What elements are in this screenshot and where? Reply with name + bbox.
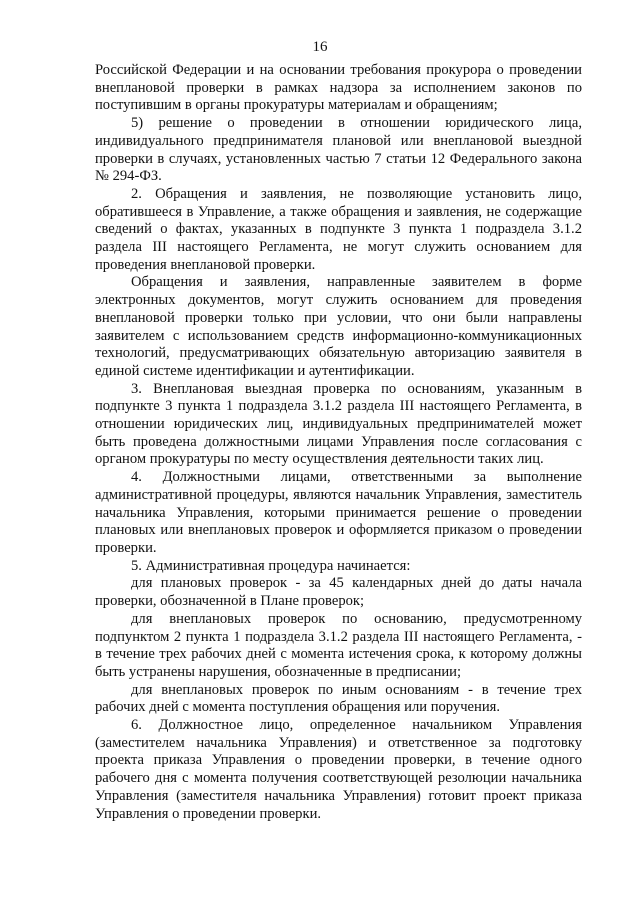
paragraph-intro-continuation: Российской Федерации и на основании требования прокурора о проведении внеплановой проверки в рамках надзора за исполнением законов по поступившим в органы прокуратуры материалам и обращениям; [95, 62, 582, 114]
paragraph-planned-checks: для плановых проверок - за 45 календарных дней до даты начала проверки, обозначенной в Плане проверок; [95, 575, 582, 610]
paragraph-item-5: 5) решение о проведении в отношении юридического лица, индивидуального предпринимателя плановой или внеплановой выездной проверки в случаях, установленных частью 7 статьи 12 Федерального закона № 294-ФЗ. [95, 115, 582, 185]
paragraph-clause-5: 5. Административная процедура начинается: [131, 557, 411, 574]
paragraph-electronic-documents: Обращения и заявления, направленные заявителем в форме электронных документов, могут служить основанием для проведения внеплановой проверки только при условии, что они были направлены заявителем с использованием средств информационно-коммуникационных технологий, предусматривающих обязательную авторизацию заявителя в единой системе идентификации и аутентификации. [95, 274, 582, 379]
paragraph-clause-3: 3. Внеплановая выездная проверка по основаниям, указанным в подпункте 3 пункта 1 подраздела 3.1.2 раздела III настоящего Регламента, в отношении юридических лиц, индивидуальных предпринимателей может быть проведена должностными лицами Управления после согласования с органом прокуратуры по месту осуществления деятельности таких лиц. [95, 380, 582, 468]
paragraph-unplanned-checks-order: для внеплановых проверок по основанию, предусмотренному подпунктом 2 пункта 1 подраздела 3.1.2 раздела III настоящего Регламента, - в течение трех рабочих дней с момента истечения срока, к которому должны быть устранены нарушения, обозначенные в предписании; [95, 610, 582, 680]
paragraph-clause-6: 6. Должностное лицо, определенное начальником Управления (заместителем начальника Управления) и ответственное за подготовку проекта приказа Управления о проведении проверки, в течение одного рабочего дня с момента получения соответствующей резолюции начальника Управления (заместителя начальника Управления) готовит проект приказа Управления о проведении проверки. [95, 717, 582, 822]
paragraph-unplanned-checks-other: для внеплановых проверок по иным основаниям - в течение трех рабочих дней с момента поступления обращения или поручения. [95, 681, 582, 716]
paragraph-clause-2: 2. Обращения и заявления, не позволяющие установить лицо, обратившееся в Управление, а также обращения и заявления, не содержащие сведений о фактах, указанных в подпункте 3 пункта 1 подраздела 3.1.2 раздела III настоящего Регламента, не могут служить основанием для проведения внеплановой проверки. [95, 185, 582, 273]
page-number: 16 [312, 39, 328, 55]
document-body [95, 62, 582, 823]
paragraph-clause-4: 4. Должностными лицами, ответственными за выполнение административной процедуры, являются начальник Управления, заместитель начальника Управления, которыми принимается решение о проведении плановых или внеплановых проверок и оформляется приказом о проведении проверки. [95, 469, 582, 556]
